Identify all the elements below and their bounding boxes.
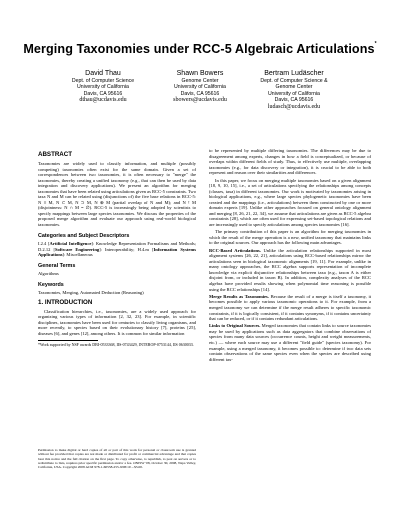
author-name: Shawn Bowers [176,70,224,77]
introduction-text: Classification hierarchies, i.e., taxonomies, are a widely used approach for organizing various types of information [2, 32, 23]. For example, in scientific disciplines, taxonomies have been used for centuries to classify living organisms, and more recently, to species based on their evolutionary history [7], proteins [25], diseases [6], and genes [12], among others. It is common for similar information [38,308,196,336]
author-email: ludasch@ucdavis.edu [267,103,321,110]
author-email: sbowers@ucdavis.edu [173,97,227,104]
author-city: University of California [268,90,320,97]
author-org: University of California [77,84,129,91]
footnote: *Work supported by NSF awards DBI-0533368, IIS-0743429, INTEROP-0753144, IIS 0630033. [38,341,194,347]
author-city: Davis, CA 95616 [180,90,220,97]
author-city2: Davis, CA 95616 [274,97,314,104]
abstract-text: Taxonomies are widely used to classify information, and multiple (possibly competing) taxonomies often exist for the same domain. Given a set of correspondences between two taxonomies, it is often necessary to "merge" the taxonomies, thereby creating a unified taxonomy (e.g., that can then be used by data integration and discovery applications). We present an algorithm for merging taxonomies that have been related using articulations given as RCC-5 constraints. Two taxa N and M can be related using (disjunctions of) the five base relations in RCC-5: N ≡ M, N ⊂ M, N ⊃ M, N ⊕ M (partial overlap of N and M); and N ! M (disjointness: N ∩ M = ∅). RCC-5 is increasingly being adopted by scientists to specify mappings between large species taxonomies. We discuss the properties of the proposed merge algorithm and evaluate our approach using real-world biological taxonomies. [38,161,196,228]
general-terms-heading: General Terms [38,262,76,269]
general-terms-text: Algorithms [38,271,59,277]
abstract-heading: ABSTRACT [38,151,73,158]
rcc-lead: RCC-Based Articulations. [209,247,261,253]
left-column [38,148,196,347]
copyright-notice: Permission to make digital or hard copies of all or part of this work for personal or classroom use is granted without fee provided that copies are not made or distributed for profit or commercial advantage and that copies bear this notice and the full citation on the first page. To copy otherwise, to republish, to post on servers or to redistribute to lists, requires prior specific permission and/or a fee. ONISW '08, October 30, 2008, Napa Valley, California, USA. Copyright 2008 ACM 978-1-60558-255-9/08/10 ...$5.00. [38,448,196,470]
merge-lead: Merge Results as Taxonomies. [209,293,269,299]
author-bowers [160,70,240,104]
right-paragraph-2: In this paper, we focus on merging multiple taxonomies based on a given alignment [18, 9, 10, 15], i.e., a set of articulations specifying the relationships among concepts (classes, taxa) in different taxonomies. Our work is motivated by taxonomies arising in biological applications, e.g., where large species phylogenetic taxonomies have been created and the mappings (i.e., articulations) between them constructed by one or more domain experts [19]. Unlike other approaches focused on general ontology alignment and merging [8, 26, 21, 22, 34], we assume that articulations are given as RCC-5 algebra constraints [28], which are often used for expressing set-based topological relations and are increasingly used to specify articulations among species taxonomies [16]. [209,177,371,227]
author-dept: Dept. of Computer Science [71,78,135,84]
author-name: Bertram Ludäscher [264,70,324,77]
author-dept: Dept. of Computer Science & [260,78,328,84]
author-name: David Thau [85,70,121,77]
author-ludaescher [244,70,344,110]
author-city: Davis, CA 95616 [83,90,123,97]
title-footnote-mark: * [374,41,377,47]
footnote-rule [38,340,98,341]
right-paragraph-3: The primary contribution of this paper is an algorithm for merging taxonomies in which the result of the merge operation is a new, unified taxonomy that maintains links to the original sources. Our approach has the following main advantages. [209,229,371,246]
keywords-text: Taxonomies, Merging, Automated Deduction (Reasoning) [38,290,144,296]
merge-paragraph: Merge Results as Taxonomies. Because the result of a merge is itself a taxonomy, it becomes possible to apply various taxonomic operations to it. For example, from a merged taxonomy we can determine if the merge result adheres to specific taxonomic constraints, if it is logically consistent, if it contains synonyms, if it contains uncertainty that can be reduced, or if it contains redundant articulations. [209,293,371,322]
right-paragraph-1: to be represented by multiple differing taxonomies. The differences may be due to disagreement among experts, changes in how a field is conceptualized, or because of overlaps within different fields of study. Thus, to effectively use multiple, overlapping taxonomies (e.g., for data discovery or integration), it is crucial to be able to both represent and reason over their similarities and differences. [209,148,371,176]
introduction-heading: 1. INTRODUCTION [38,298,93,306]
paper-title: Merging Taxonomies under RCC-5 Algebraic Articulations* [23,41,377,56]
keywords-heading: Keywords [38,281,64,288]
author-thau [60,70,146,104]
links-lead: Links to Original Sources. [209,323,261,329]
rcc-paragraph: RCC-Based Articulations. Unlike the articulation relationships supported in most alignment systems [26, 22, 21], articulations using RCC-based relationships mirror the articulations seen in biological taxonomic alignments [19, 11]. For example, unlike in many ontology approaches, the RCC algebra supports representation of incomplete knowledge via explicit disjunctive relationships between taxa (e.g., taxon A is either disjoint from, or included in taxon B). In addition, complexity analyses of the RCC algebra have provided results showing when polynomial time reasoning is possible using the RCC relationships [14]. [209,247,372,292]
right-column [209,148,371,364]
categories-heading: Categories and Subject Descriptors [38,232,130,239]
author-email: dthau@ucdavis.edu [79,97,127,104]
links-paragraph: Links to Original Sources. Merged taxonomies that contain links to source taxonomies may be used by applications such as data aggregators that combine observations of species from many data sources (occurrence counts, height and weight measurements, etc.) — where each source may use a different "field guide" (species taxonomy). For example, using a merged taxonomy, it becomes possible to: determine if two data sets contain observations of the same species even when the species are described using different tax- [209,323,372,362]
author-dept: Genome Center [181,78,219,84]
author-org: Genome Center [275,84,313,91]
categories-text: I.2.4 [Artificial Intelligence]: Knowledge Representation Formalisms and Methods; D.2.12 [Software Engineering]: Interoperability; H.4.m [Information Systems Applications]: Miscellaneous [38,241,197,258]
author-org: University of California [174,84,226,91]
author-block [0,70,400,120]
